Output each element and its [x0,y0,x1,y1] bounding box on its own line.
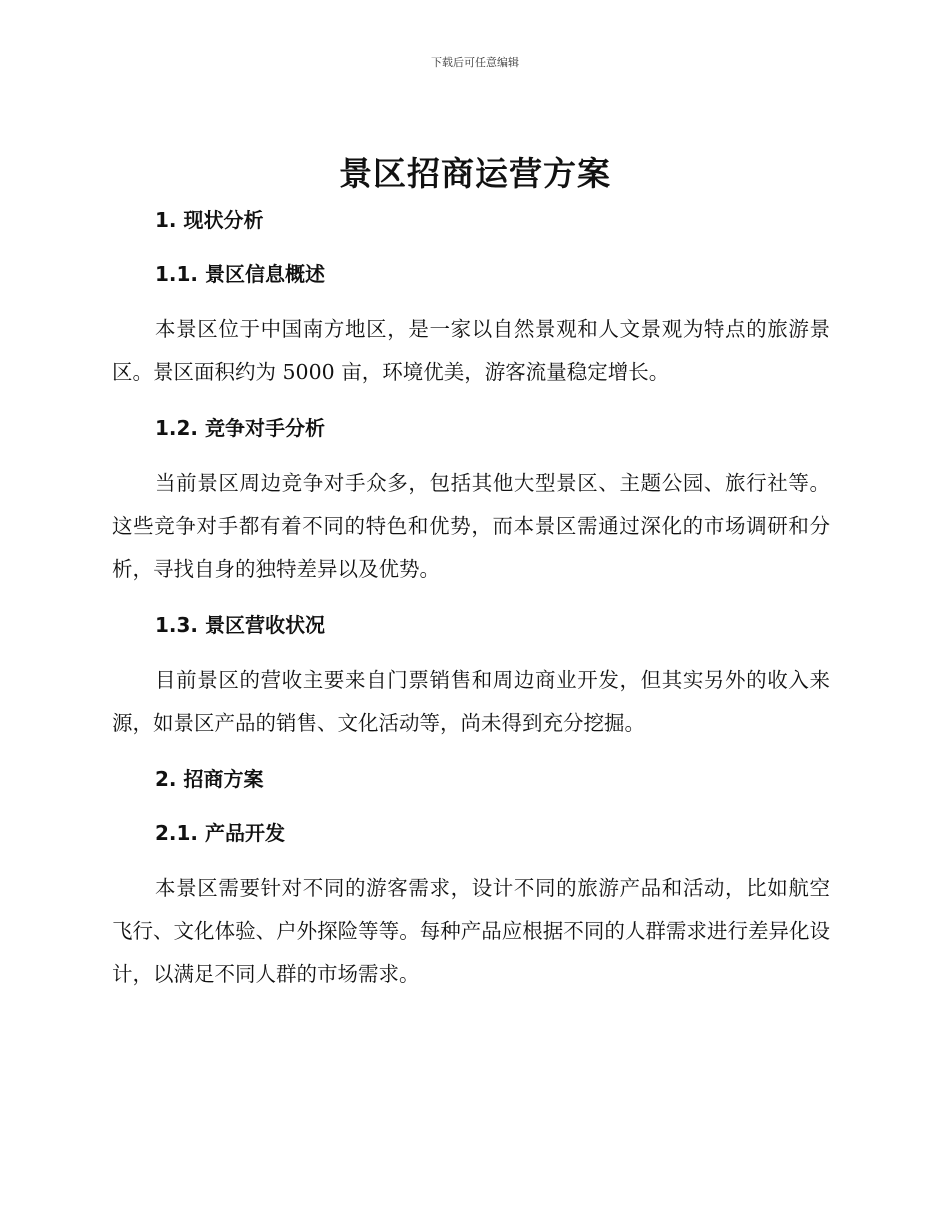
paragraph-2: 当前景区周边竞争对手众多，包括其他大型景区、主题公园、旅行社等。这些竞争对手都有着不同的特色和优势，而本景区需通过深化的市场调研和分析，寻找自身的独特差异以及优势。 [112,471,830,581]
heading-2: 2. 招商方案 [155,767,264,791]
paragraph-1: 本景区位于中国南方地区，是一家以自然景观和人文景观为特点的旅游景区。景区面积约为 5000 亩，环境优美，游客流量稳定增长。 [112,317,830,384]
header-note: 下载后可任意编辑 [431,56,519,69]
paragraph-4: 本景区需要针对不同的游客需求，设计不同的旅游产品和活动，比如航空飞行、文化体验、户外探险等等。每种产品应根据不同的人群需求进行差异化设计，以满足不同人群的市场需求。 [112,876,830,986]
heading-2-1: 2.1. 产品开发 [155,821,285,845]
heading-1: 1. 现状分析 [155,208,264,232]
heading-1-3: 1.3. 景区营收状况 [155,613,325,637]
heading-1-2: 1.2. 竞争对手分析 [155,416,325,440]
document-body [112,204,830,996]
heading-1-1: 1.1. 景区信息概述 [155,262,325,286]
document-title: 景区招商运营方案 [339,154,611,193]
paragraph-3: 目前景区的营收主要来自门票销售和周边商业开发，但其实另外的收入来源，如景区产品的销售、文化活动等，尚未得到充分挖掘。 [112,668,830,735]
